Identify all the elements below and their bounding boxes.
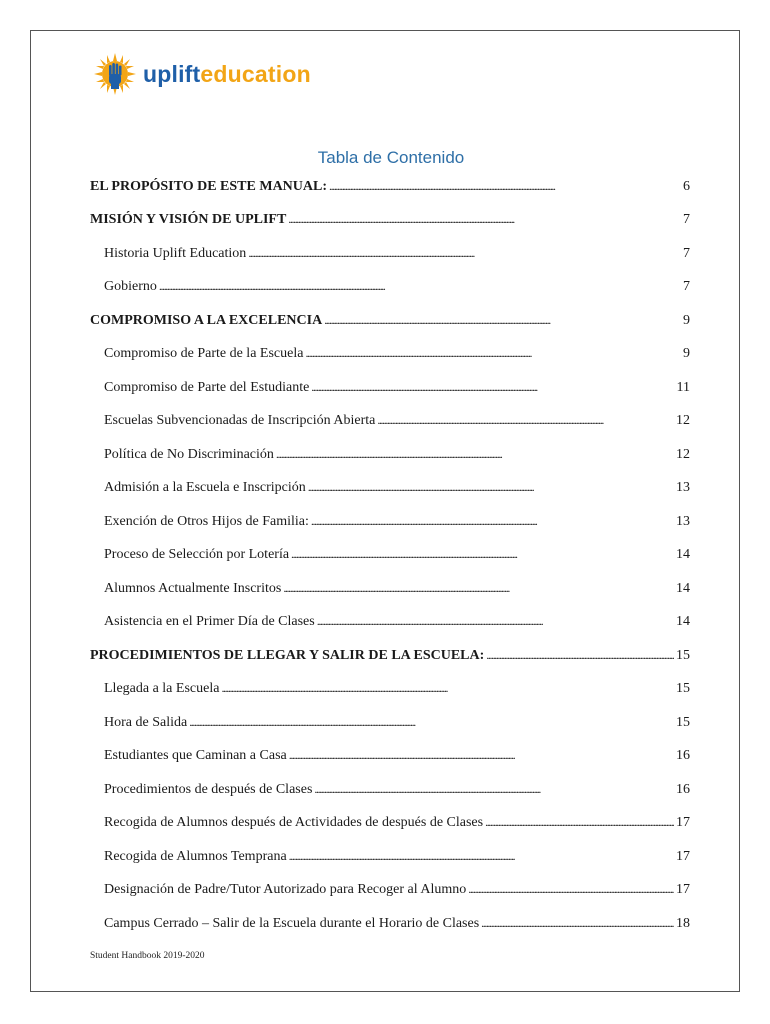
toc-entry-page: 15	[676, 714, 690, 730]
toc-entry-page: 12	[676, 446, 690, 462]
toc-leader-dots	[311, 514, 674, 530]
toc-entry-page: 7	[683, 279, 690, 295]
toc-leader-dots	[289, 849, 674, 865]
toc-leader-dots	[486, 648, 674, 664]
sun-hand-icon	[93, 52, 137, 96]
toc-entry[interactable]	[90, 706, 690, 740]
toc-entry-page: 7	[683, 245, 690, 261]
toc-entry[interactable]	[90, 271, 690, 305]
toc-leader-dots	[485, 815, 674, 831]
toc-leader-dots	[314, 782, 674, 798]
toc-entry[interactable]	[90, 807, 690, 841]
toc-entry[interactable]	[90, 237, 690, 271]
toc-entry-page: 9	[683, 312, 690, 328]
toc-entry-label: PROCEDIMIENTOS DE LLEGAR Y SALIR DE LA ESCUELA:	[90, 647, 485, 663]
document-page	[30, 30, 740, 992]
toc-entry[interactable]	[90, 371, 690, 405]
toc-entry-label: Compromiso de Parte del Estudiante	[104, 379, 310, 395]
logo-text-education: education	[200, 60, 311, 87]
toc-entry[interactable]	[90, 572, 690, 606]
toc-entry-label: Designación de Padre/Tutor Autorizado para Recoger al Alumno	[104, 882, 467, 898]
toc-leader-dots	[468, 882, 674, 898]
toc-leader-dots	[308, 480, 674, 496]
toc-entry-page: 9	[683, 346, 690, 362]
uplift-logo	[93, 52, 311, 96]
toc-entry-label: Estudiantes que Caminan a Casa	[104, 748, 287, 764]
toc-entry-label: Recogida de Alumnos después de Actividades de después de Clases	[104, 815, 484, 831]
toc-title: Tabla de Contenido	[317, 148, 465, 167]
toc-entry-label: Asistencia en el Primer Día de Clases	[104, 614, 315, 630]
toc-entry-page: 13	[676, 513, 690, 529]
toc-leader-dots	[283, 581, 674, 597]
toc-entry-page: 13	[676, 480, 690, 496]
toc-leader-dots	[305, 346, 681, 362]
toc-entry-label: Alumnos Actualmente Inscritos	[104, 580, 282, 596]
toc-leader-dots	[291, 547, 674, 563]
toc-leader-dots	[329, 179, 681, 195]
toc-entry-page: 7	[683, 212, 690, 228]
toc-entry[interactable]	[90, 639, 690, 673]
page-footer: Student Handbook 2019-2020	[90, 951, 205, 961]
toc-entry-page: 16	[676, 748, 690, 764]
toc-entry-label: COMPROMISO A LA EXCELENCIA	[90, 312, 323, 328]
toc-leader-dots	[377, 413, 674, 429]
toc-entry-page: 15	[676, 681, 690, 697]
toc-entry-page: 14	[676, 614, 690, 630]
toc-entry-label: Llegada a la Escuela	[104, 681, 220, 697]
toc-entry-label: MISIÓN Y VISIÓN DE UPLIFT	[90, 212, 287, 228]
toc-leader-dots	[289, 748, 674, 764]
toc-leader-dots	[221, 681, 674, 697]
toc-entry-label: Compromiso de Parte de la Escuela	[104, 346, 304, 362]
logo-text-uplift: uplift	[143, 60, 201, 87]
toc-entry-label: Recogida de Alumnos Temprana	[104, 848, 287, 864]
toc-entry-page: 11	[676, 379, 690, 395]
toc-entry[interactable]	[90, 472, 690, 506]
toc-entry[interactable]	[90, 505, 690, 539]
toc-entry[interactable]	[90, 204, 690, 238]
toc-leader-dots	[189, 715, 674, 731]
toc-entry[interactable]	[90, 673, 690, 707]
toc-entry[interactable]	[90, 405, 690, 439]
toc-entry-label: Proceso de Selección por Lotería	[104, 547, 290, 563]
toc-entry[interactable]	[90, 338, 690, 372]
toc-entry[interactable]	[90, 840, 690, 874]
toc-entry-label: Admisión a la Escuela e Inscripción	[104, 480, 306, 496]
toc-entry-page: 15	[676, 647, 690, 663]
toc-entry[interactable]	[90, 438, 690, 472]
toc-entry-label: Hora de Salida	[104, 714, 188, 730]
toc-entry-page: 6	[683, 178, 690, 194]
toc-leader-dots	[288, 212, 681, 228]
toc-entry-label: Gobierno	[104, 279, 157, 295]
toc-entry-label: Política de No Discriminación	[104, 446, 274, 462]
toc-entry[interactable]	[90, 740, 690, 774]
table-of-contents	[90, 170, 690, 941]
toc-entry-label: Exención de Otros Hijos de Familia:	[104, 513, 309, 529]
toc-entry-label: Campus Cerrado – Salir de la Escuela durante el Horario de Clases	[104, 915, 480, 931]
toc-entry-page: 16	[676, 781, 690, 797]
toc-entry-page: 18	[676, 915, 690, 931]
toc-entry[interactable]	[90, 539, 690, 573]
toc-entry[interactable]	[90, 907, 690, 941]
toc-leader-dots	[248, 246, 681, 262]
toc-entry-page: 17	[676, 815, 690, 831]
toc-leader-dots	[311, 380, 674, 396]
logo-wordmark	[143, 60, 311, 87]
toc-leader-dots	[317, 614, 674, 630]
toc-entry-label: Historia Uplift Education	[104, 245, 247, 261]
toc-leader-dots	[276, 447, 674, 463]
toc-entry-page: 17	[676, 882, 690, 898]
toc-entry-page: 14	[676, 547, 690, 563]
toc-entry[interactable]	[90, 773, 690, 807]
toc-entry[interactable]	[90, 606, 690, 640]
toc-entry[interactable]	[90, 304, 690, 338]
toc-leader-dots	[159, 279, 681, 295]
toc-entry[interactable]	[90, 170, 690, 204]
toc-entry-label: EL PROPÓSITO DE ESTE MANUAL:	[90, 178, 328, 194]
toc-leader-dots	[324, 313, 681, 329]
toc-entry-page: 14	[676, 580, 690, 596]
toc-leader-dots	[481, 916, 674, 932]
toc-entry-page: 12	[676, 413, 690, 429]
toc-entry-label: Escuelas Subvencionadas de Inscripción Abierta	[104, 413, 376, 429]
toc-entry-page: 17	[676, 848, 690, 864]
toc-entry[interactable]	[90, 874, 690, 908]
toc-entry-label: Procedimientos de después de Clases	[104, 781, 313, 797]
